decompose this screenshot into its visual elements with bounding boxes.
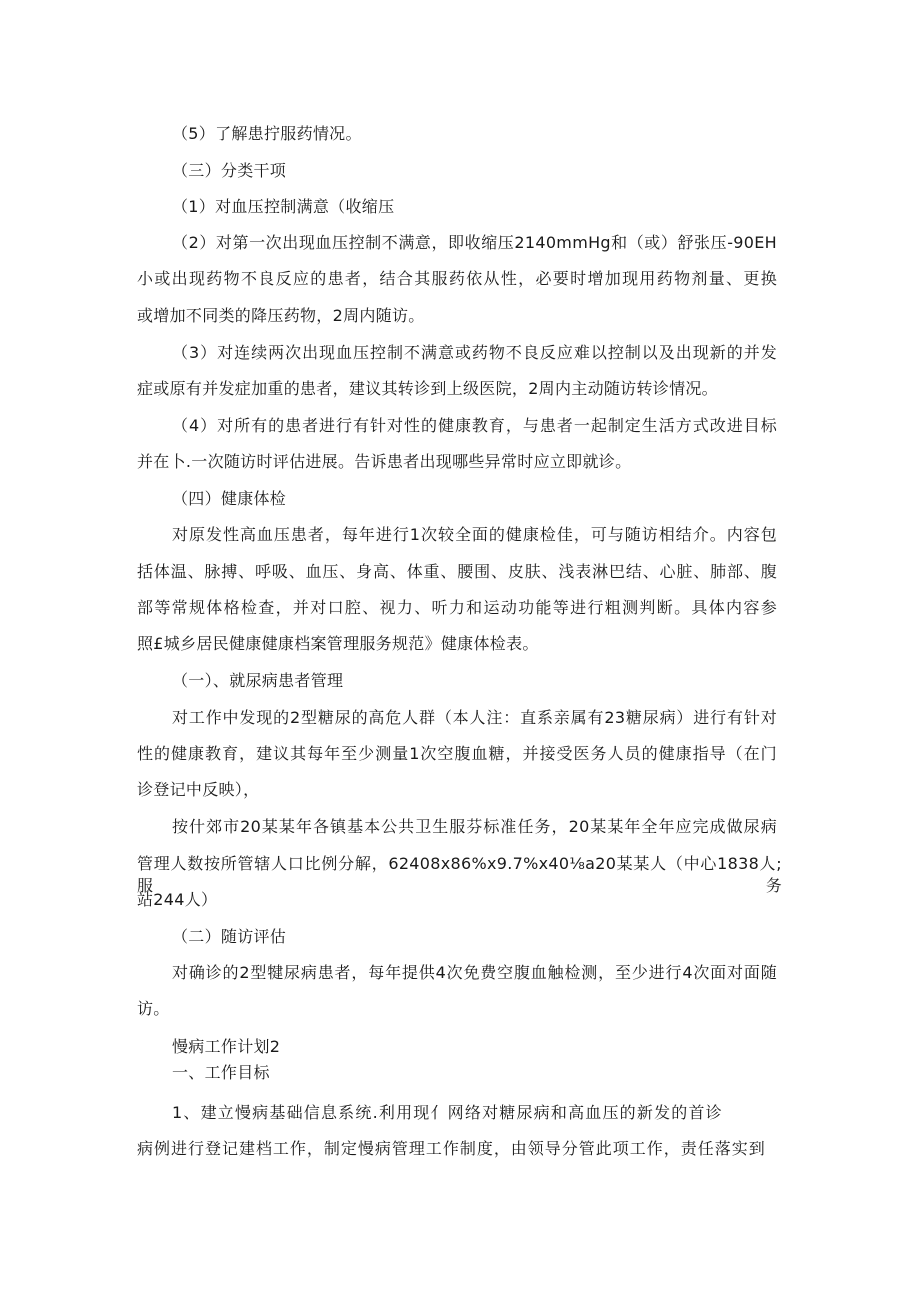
paragraph-line: 照£城乡居民健康健康档案管理服务规范》健康体检表。: [137, 634, 539, 653]
paragraph-line: 对原发性高血压患者，每年进行1次较全面的健康检佳，可与随访相结介。内容包: [172, 525, 777, 544]
section-heading: （一）、就尿病患者管理: [172, 671, 344, 690]
paragraph-line: 1、建立慢病基础信息系统.利用现亻网络对糖尿病和高血压的新发的首诊: [172, 1103, 723, 1122]
paragraph-line: 诊登记中反映），: [137, 780, 260, 799]
paragraph-line: 按什郊市20某某年各镇基本公共卫生服芬标准任务，20某某年全年应完成做尿病: [172, 817, 777, 836]
paragraph-line: 访。: [137, 999, 170, 1018]
paragraph-line: 括体温、脉搏、呼吸、血压、身高、体重、腰围、皮肤、浅表淋巴结、心脏、肺部、腹: [137, 562, 777, 581]
paragraph-line: 部等常规体格检查，并对口腔、视力、听力和运动功能等进行粗测判断。具体内容参: [137, 598, 777, 617]
paragraph-line: 病例进行登记建档工作，制定慢病管理工作制度，由领导分管此项工作，责任落实到: [137, 1139, 765, 1158]
paragraph-line: （1）对血压控制满意（收缩压: [172, 197, 395, 216]
paragraph-line: 性的健康教育，建议其每年至少测量1次空腹血糖，并接受医务人员的健康指导（在门: [137, 744, 777, 763]
paragraph-line: 或增加不同类的降压药物，2周内随访。: [137, 306, 425, 325]
paragraph-line: 站244人）: [137, 890, 218, 909]
paragraph-line: 小或出现药物不良反应的患者，结合其服药依从性，必要时增加现用药物剂量、更换: [137, 269, 777, 288]
paragraph-line: 管理人数按所管辖人口比例分解，62408x86%x9.7%x40⅛a20某某人（中心1838人;服务: [137, 854, 782, 895]
section-heading: （四）健康体检: [172, 489, 287, 508]
section-heading: （二）随访评估: [172, 927, 287, 946]
document-title: 慢病工作计划2: [172, 1037, 281, 1056]
paragraph-line: （4）对所有的患者进行有针对性的健康教育，与患者一起制定生活方式改进目标: [172, 416, 777, 435]
paragraph-line: 症或原有并发症加重的患者，建议其转诊到上级医院，2周内主动随访转诊情况。: [137, 379, 718, 398]
paragraph-line: 对确诊的2型犍尿病患者，每年提供4次免费空腹血触检测，至少进行4次面对面随: [172, 963, 777, 982]
section-heading: （三）分类干项: [172, 161, 287, 180]
paragraph-line: 对工作中发现的2型糖尿的高危人群（本人注：直系亲属有23糖尿病）进行有针对: [172, 708, 777, 727]
section-heading: 一、工作目标: [172, 1063, 270, 1082]
paragraph-line: （2）对第一次出现血压控制不满意，即收缩压2140mmHg和（或）舒张压-90EH: [172, 233, 777, 252]
paragraph-line: （5）了解患拧服药情况。: [172, 124, 362, 143]
paragraph-line: 并在卜.一次随访时评估进展。告诉患者出现哪些异常时应立即就诊。: [137, 452, 632, 471]
paragraph-line: （3）对连续两次出现血压控制不满意或药物不良反应难以控制以及出现新的并发: [172, 343, 777, 362]
